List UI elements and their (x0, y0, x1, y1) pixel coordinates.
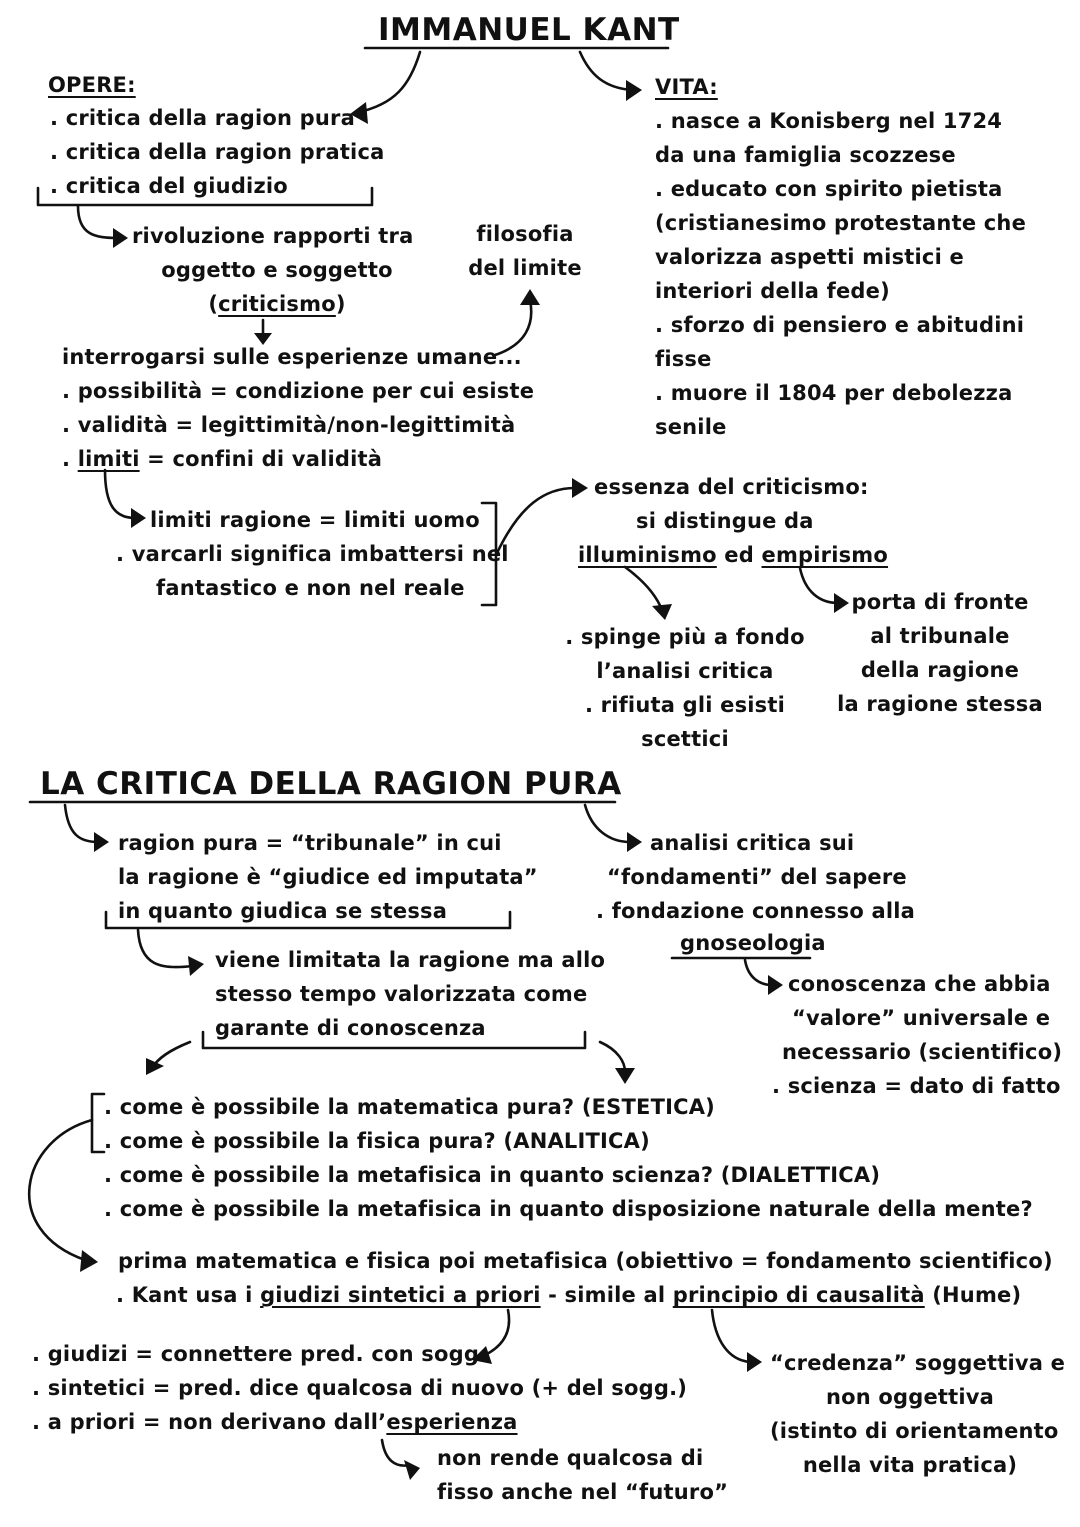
credenza-line: non oggettiva (825, 1385, 995, 1409)
conoscenza-line: necessario (scientifico) (782, 1040, 1063, 1064)
vita-heading: VITA: (655, 75, 718, 99)
arrow-tribunale (65, 805, 98, 842)
prima-line: prima matematica e fisica poi metafisica (obiettivo = fondamento scientifico) (118, 1249, 1053, 1273)
analisi-line: “fondamenti” del sapere (607, 865, 907, 889)
arrowhead (80, 1250, 98, 1272)
arrow-limiti (105, 470, 135, 518)
tribunale-line: in quanto giudica se stessa (118, 899, 448, 923)
arrow-right-down (600, 1042, 625, 1072)
spinge-line: . rifiuta gli esisti (584, 693, 786, 717)
spinge-line: . spinge più a fondo (565, 625, 805, 649)
tribunale-line: la ragione è “giudice ed imputata” (118, 865, 538, 889)
limiti-ragione-line: limiti ragione = limiti uomo (150, 508, 480, 532)
essenza-line: si distingue da (636, 509, 814, 533)
essenza-line: illuminismo ed empirismo (578, 543, 889, 567)
arrow-opere-rivoluzione (78, 206, 118, 238)
prima-line: . Kant usa i giudizi sintetici a priori - simile al principio di causalità (Hume) (116, 1283, 1022, 1307)
arrowhead (627, 832, 642, 852)
gnoseologia-label: gnoseologia (680, 931, 826, 955)
porta-line: al tribunale (870, 624, 1010, 648)
non-rende-line: non rende qualcosa di (437, 1446, 704, 1470)
opere-item: . critica della ragion pratica (50, 140, 385, 164)
limitata-line: garante di conoscenza (215, 1016, 486, 1040)
arrowhead (94, 832, 109, 852)
tribunale-line: ragion pura = “tribunale” in cui (118, 831, 502, 855)
arrowhead (404, 1460, 420, 1480)
analisi-line: . fondazione connesso alla (596, 899, 916, 923)
criticismo-label: (criticismo) (208, 292, 346, 316)
limitata-line: viene limitata la ragione ma allo (215, 948, 606, 972)
vita-line: . nasce a Konisberg nel 1724 (655, 109, 1003, 133)
giudizi-item: . a priori = non derivano dall’esperienza (32, 1410, 518, 1434)
arrowhead (188, 956, 204, 976)
section2-title: LA CRITICA DELLA RAGION PURA (40, 766, 622, 802)
non-rende-line: fisso anche nel “futuro” (437, 1480, 729, 1504)
vita-line: senile (655, 415, 727, 439)
arrowhead (520, 289, 540, 305)
interrogarsi-item: . validità = legittimità/non-legittimità (62, 413, 516, 437)
arrow-analisi (585, 805, 630, 842)
arrowhead (652, 604, 672, 620)
opere-heading: OPERE: (48, 73, 136, 97)
domanda-item: . come è possibile la metafisica in quanto scienza? (DIALETTICA) (104, 1163, 881, 1187)
essenza-line: essenza del criticismo: (594, 475, 869, 499)
arrowhead (572, 478, 588, 498)
vita-line: . educato con spirito pietista (655, 177, 1003, 201)
vita-line: fisse (655, 347, 712, 371)
arrowhead (615, 1068, 635, 1084)
vita-line: . sforzo di pensiero e abitudini (655, 313, 1025, 337)
opere-item: . critica del giudizio (50, 174, 288, 198)
vita-line: da una famiglia scozzese (655, 143, 956, 167)
arrowhead (768, 975, 783, 995)
arrow-giudizi (485, 1310, 509, 1355)
arrow-limitata (138, 930, 192, 967)
limiti-ragione-line: . varcarli significa imbattersi nel (116, 542, 509, 566)
limiti-ragione-line: fantastico e non nel reale (156, 576, 465, 600)
credenza-line: (istinto di orientamento (770, 1419, 1059, 1443)
credenza-line: nella vita pratica) (802, 1453, 1018, 1477)
arrowhead (626, 80, 642, 101)
domanda-item: . come è possibile la matematica pura? (ESTETICA) (104, 1095, 715, 1119)
rivoluzione-line: oggetto e soggetto (161, 258, 393, 282)
domanda-item: . come è possibile la metafisica in quanto disposizione naturale della mente? (104, 1197, 1033, 1221)
filosofia-line: filosofia (476, 222, 574, 246)
opere-item: . critica della ragion pura (50, 106, 355, 130)
domande-bracket (92, 1094, 104, 1152)
limitata-line: stesso tempo valorizzata come (215, 982, 588, 1006)
arrowhead (113, 228, 128, 248)
spinge-line: scettici (641, 727, 729, 751)
arrowhead (131, 508, 146, 528)
arrow-conoscenza (745, 960, 772, 985)
porta-line: porta di fronte (851, 590, 1029, 614)
arrowhead (747, 1352, 762, 1372)
vita-line: (cristianesimo protestante che (655, 211, 1027, 235)
conoscenza-line: conoscenza che abbia (788, 972, 1051, 996)
porta-line: della ragione (860, 658, 1020, 682)
interrogarsi-lead: interrogarsi sulle esperienze umane... (62, 345, 522, 369)
vita-line: interiori della fede) (655, 279, 890, 303)
arrow-title-vita (580, 52, 632, 90)
arrow-credenza (712, 1310, 750, 1362)
vita-line: . muore il 1804 per debolezza (655, 381, 1013, 405)
arrowhead (146, 1058, 164, 1075)
arrow-prima (29, 1120, 92, 1260)
spinge-line: l’analisi critica (596, 659, 774, 683)
arrow-illuminismo (625, 567, 662, 610)
conoscenza-line: . scienza = dato di fatto (772, 1074, 1061, 1098)
giudizi-item: . sintetici = pred. dice qualcosa di nuovo (+ del sogg.) (32, 1376, 688, 1400)
credenza-line: “credenza” soggettiva e (770, 1351, 1066, 1375)
filosofia-line: del limite (468, 256, 582, 280)
interrogarsi-item: . limiti = confini di validità (62, 447, 383, 471)
giudizi-item: . giudizi = connettere pred. con sogg. (32, 1342, 488, 1366)
analisi-line: analisi critica sui (650, 831, 855, 855)
interrogarsi-item: . possibilità = condizione per cui esiste (62, 379, 535, 403)
domanda-item: . come è possibile la fisica pura? (ANALITICA) (104, 1129, 650, 1153)
main-title: IMMANUEL KANT (378, 12, 680, 48)
vita-line: valorizza aspetti mistici e (655, 245, 964, 269)
porta-line: la ragione stessa (837, 692, 1043, 716)
conoscenza-line: “valore” universale e (792, 1006, 1051, 1030)
rivoluzione-line: rivoluzione rapporti tra (132, 224, 414, 248)
